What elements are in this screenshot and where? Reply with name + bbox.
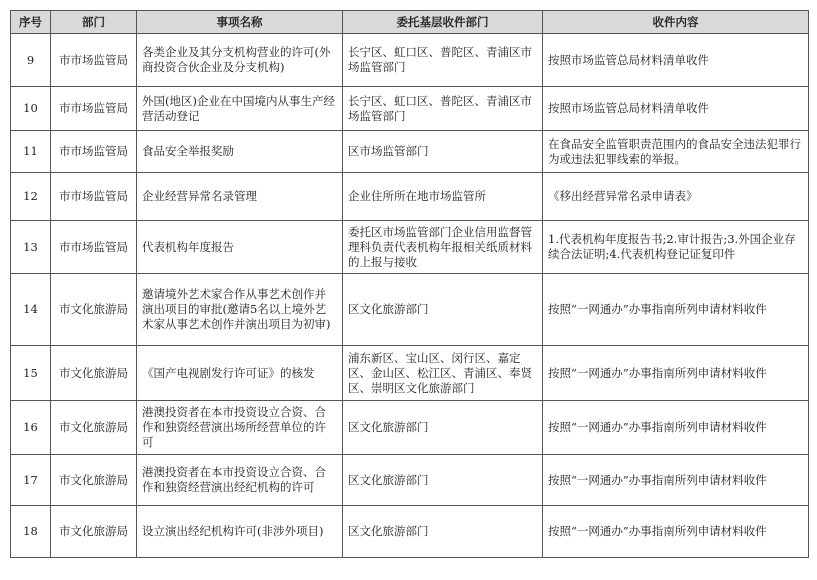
cell-dept: 市文化旅游局 <box>51 455 137 506</box>
cell-dept: 市市场监管局 <box>51 221 137 274</box>
cell-content: 按照市场监管总局材料清单收件 <box>543 87 809 131</box>
cell-recv: 长宁区、虹口区、普陀区、青浦区市场监管部门 <box>343 87 543 131</box>
header-dept: 部门 <box>51 11 137 34</box>
cell-no: 10 <box>11 87 51 131</box>
cell-content: 1.代表机构年度报告书;2.审计报告;3.外国企业存续合法证明;4.代表机构登记证复印件 <box>543 221 809 274</box>
cell-content: 在食品安全监管职责范围内的食品安全违法犯罪行为或违法犯罪线索的举报。 <box>543 131 809 173</box>
cell-recv: 区文化旅游部门 <box>343 506 543 558</box>
cell-dept: 市文化旅游局 <box>51 401 137 455</box>
cell-dept: 市文化旅游局 <box>51 346 137 401</box>
cell-no: 15 <box>11 346 51 401</box>
table-row <box>11 401 809 455</box>
cell-no: 13 <box>11 221 51 274</box>
cell-no: 18 <box>11 506 51 558</box>
cell-content: 按照“一网通办”办事指南所列申请材料收件 <box>543 455 809 506</box>
cell-recv: 区市场监管部门 <box>343 131 543 173</box>
header-no: 序号 <box>11 11 51 34</box>
cell-content: 按照“一网通办”办事指南所列申请材料收件 <box>543 401 809 455</box>
cell-recv: 区文化旅游部门 <box>343 274 543 346</box>
cell-content: 《移出经营异常名录申请表》 <box>543 173 809 221</box>
cell-item: 代表机构年度报告 <box>137 221 343 274</box>
cell-dept: 市文化旅游局 <box>51 274 137 346</box>
cell-no: 16 <box>11 401 51 455</box>
cell-item: 设立演出经纪机构许可(非涉外项目) <box>137 506 343 558</box>
cell-no: 12 <box>11 173 51 221</box>
cell-no: 17 <box>11 455 51 506</box>
header-content: 收件内容 <box>543 11 809 34</box>
cell-recv: 区文化旅游部门 <box>343 401 543 455</box>
table-header <box>11 11 809 34</box>
header-row <box>11 11 809 34</box>
cell-item: 邀请境外艺术家合作从事艺术创作并演出项目的审批(邀请5名以上境外艺术家从事艺术创作并演出项目为初审) <box>137 274 343 346</box>
cell-content: 按照“一网通办”办事指南所列申请材料收件 <box>543 274 809 346</box>
cell-item: 港澳投资者在本市投资设立合资、合作和独资经营演出场所经营单位的许可 <box>137 401 343 455</box>
cell-dept: 市市场监管局 <box>51 34 137 87</box>
cell-recv: 区文化旅游部门 <box>343 455 543 506</box>
cell-content: 按照“一网通办”办事指南所列申请材料收件 <box>543 506 809 558</box>
table-row <box>11 455 809 506</box>
cell-dept: 市文化旅游局 <box>51 506 137 558</box>
cell-dept: 市市场监管局 <box>51 173 137 221</box>
cell-item: 《国产电视剧发行许可证》的核发 <box>137 346 343 401</box>
table-row <box>11 131 809 173</box>
cell-item: 港澳投资者在本市投资设立合资、合作和独资经营演出经纪机构的许可 <box>137 455 343 506</box>
cell-content: 按照“一网通办”办事指南所列申请材料收件 <box>543 346 809 401</box>
cell-recv: 长宁区、虹口区、普陀区、青浦区市场监管部门 <box>343 34 543 87</box>
table-row <box>11 173 809 221</box>
cell-item: 外国(地区)企业在中国境内从事生产经营活动登记 <box>137 87 343 131</box>
cell-item: 企业经营异常名录管理 <box>137 173 343 221</box>
cell-recv: 委托区市场监管部门企业信用监督管理科负责代表机构年报相关纸质材料的上报与接收 <box>343 221 543 274</box>
cell-recv: 企业住所所在地市场监管所 <box>343 173 543 221</box>
cell-item: 各类企业及其分支机构营业的许可(外商投资合伙企业及分支机构) <box>137 34 343 87</box>
header-item: 事项名称 <box>137 11 343 34</box>
table-row <box>11 34 809 87</box>
delegation-table <box>10 10 809 558</box>
cell-content: 按照市场监管总局材料清单收件 <box>543 34 809 87</box>
table-row <box>11 87 809 131</box>
cell-no: 11 <box>11 131 51 173</box>
table-body <box>11 34 809 558</box>
header-recv: 委托基层收件部门 <box>343 11 543 34</box>
table-row <box>11 221 809 274</box>
table-row <box>11 274 809 346</box>
cell-recv: 浦东新区、宝山区、闵行区、嘉定区、金山区、松江区、青浦区、奉贤区、崇明区文化旅游部门 <box>343 346 543 401</box>
cell-dept: 市市场监管局 <box>51 131 137 173</box>
cell-dept: 市市场监管局 <box>51 87 137 131</box>
cell-item: 食品安全举报奖励 <box>137 131 343 173</box>
table-row <box>11 506 809 558</box>
cell-no: 14 <box>11 274 51 346</box>
cell-no: 9 <box>11 34 51 87</box>
table-row <box>11 346 809 401</box>
